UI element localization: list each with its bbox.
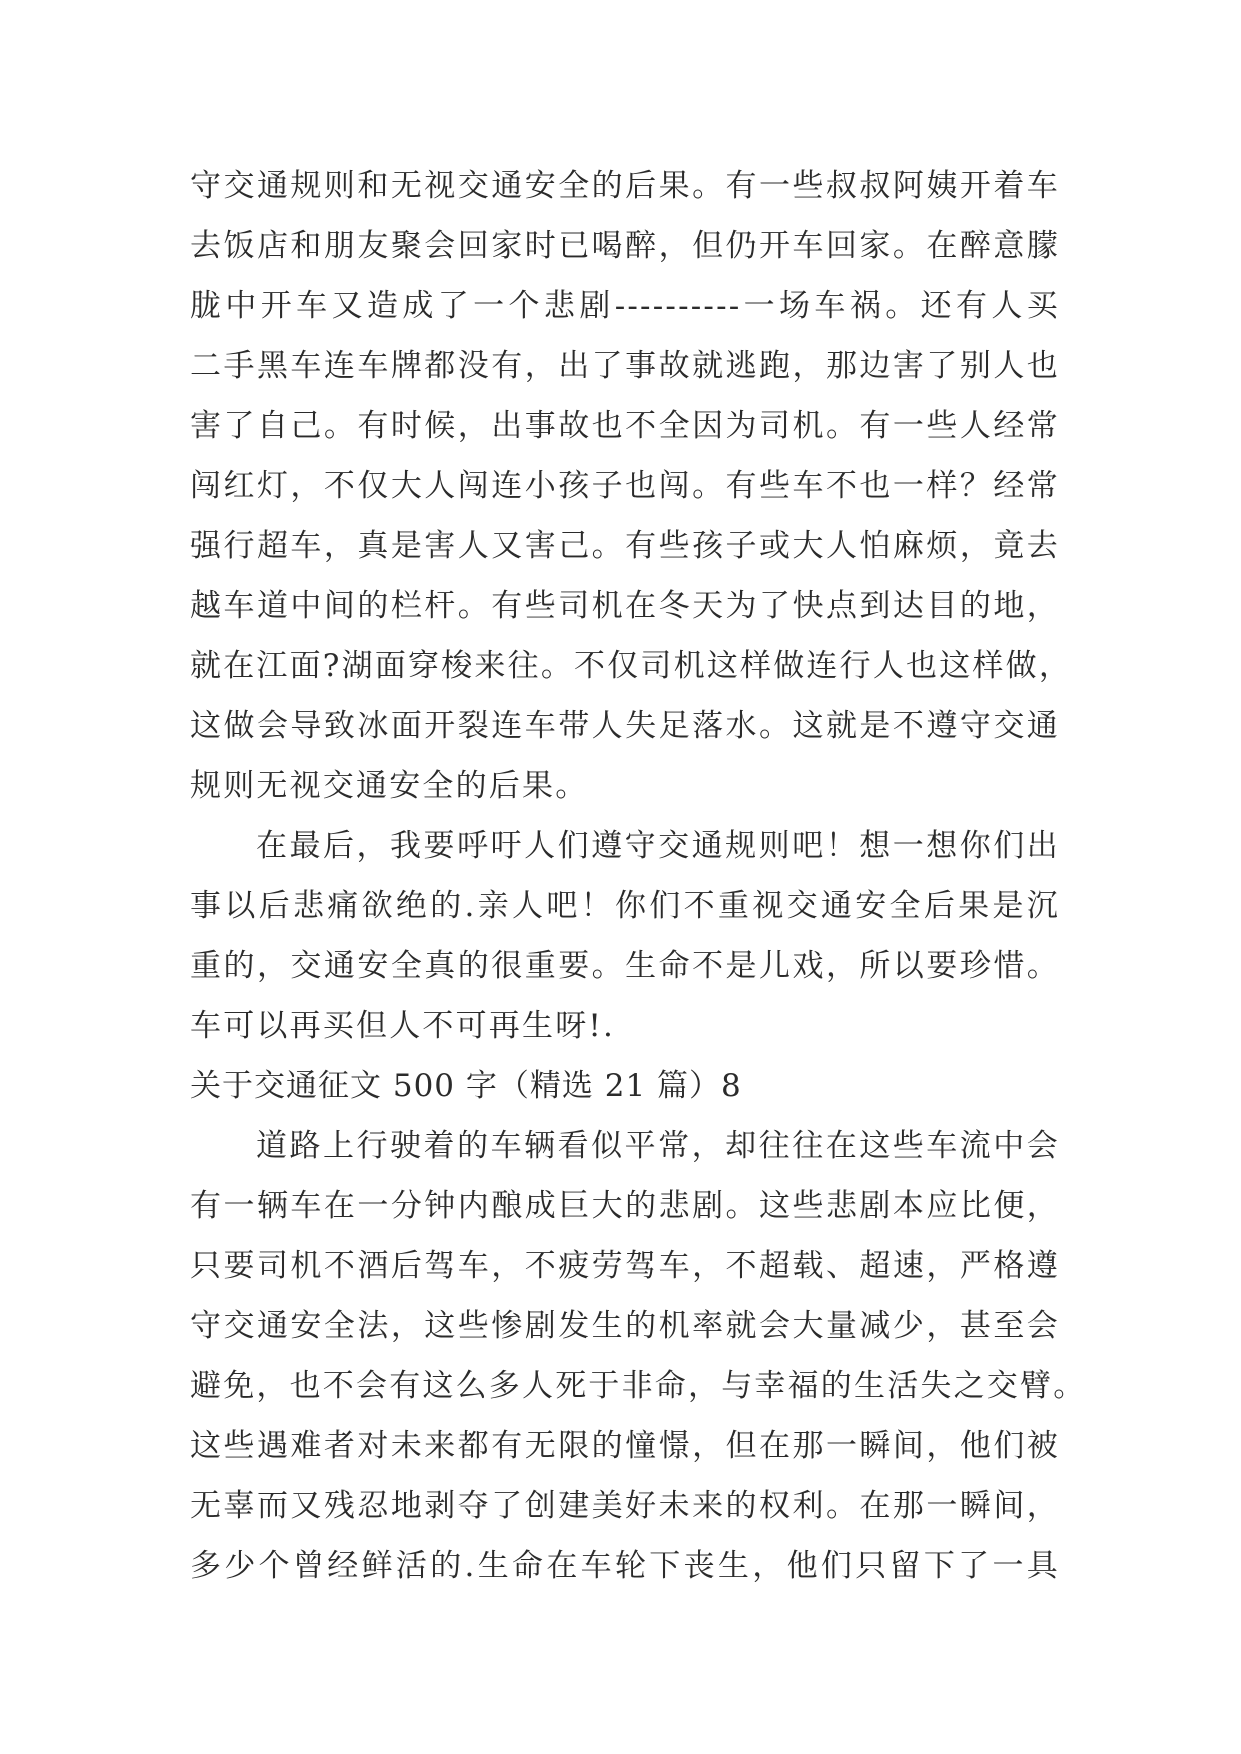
paragraph-line: 道路上行驶着的车辆看似平常，却往往在这些车流中会 (256, 1128, 1060, 1164)
paragraph-2 (190, 816, 1060, 1056)
paragraph-line: 无辜而又残忍地剥夺了创建美好未来的权利。在那一瞬间， (190, 1488, 1060, 1524)
document-body (190, 156, 1087, 1596)
paragraph-line: 多少个曾经鲜活的.生命在车轮下丧生，他们只留下了一具 (190, 1548, 1060, 1584)
paragraph-line: 只要司机不酒后驾车，不疲劳驾车，不超载、超速，严格遵 (190, 1248, 1060, 1284)
paragraph-line: 去饭店和朋友聚会回家时已喝醉，但仍开车回家。在醉意朦 (190, 228, 1060, 264)
paragraph-3 (190, 1116, 1087, 1596)
paragraph-line: 越车道中间的栏杆。有些司机在冬天为了快点到达目的地， (190, 588, 1060, 624)
paragraph-line: 在最后，我要呼吁人们遵守交通规则吧！想一想你们出 (256, 828, 1060, 864)
paragraph-line: 车可以再买但人不可再生呀!. (190, 1008, 616, 1044)
paragraph-line: 强行超车，真是害人又害己。有些孩子或大人怕麻烦，竟去 (190, 528, 1060, 564)
paragraph-line: 重的，交通安全真的很重要。生命不是儿戏，所以要珍惜。 (190, 948, 1060, 984)
paragraph-line: 闯红灯，不仅大人闯连小孩子也闯。有些车不也一样？经常 (190, 468, 1060, 504)
paragraph-line: 有一辆车在一分钟内酿成巨大的悲剧。这些悲剧本应比便， (190, 1188, 1060, 1224)
paragraph-line: 害了自己。有时候，出事故也不全因为司机。有一些人经常 (190, 408, 1060, 444)
paragraph-line: 守交通规则和无视交通安全的后果。有一些叔叔阿姨开着车 (190, 168, 1060, 204)
section-heading: 关于交通征文 500 字（精选 21 篇）8 (190, 1068, 742, 1104)
paragraph-line: 胧中开车又造成了一个悲剧----------一场车祸。还有人买 (190, 288, 1060, 324)
paragraph-line: 守交通安全法，这些惨剧发生的机率就会大量减少，甚至会 (190, 1308, 1060, 1344)
paragraph-line: 规则无视交通安全的后果。 (190, 768, 589, 804)
paragraph-line: 事以后悲痛欲绝的.亲人吧！你们不重视交通安全后果是沉 (190, 888, 1060, 924)
paragraph-line: 二手黑车连车牌都没有，出了事故就逃跑，那边害了别人也 (190, 348, 1060, 384)
paragraph-line: 就在江面?湖面穿梭来往。不仅司机这样做连行人也这样做， (190, 648, 1073, 684)
paragraph-line: 这做会导致冰面开裂连车带人失足落水。这就是不遵守交通 (190, 708, 1060, 744)
paragraph-line: 避免，也不会有这么多人死于非命，与幸福的生活失之交臂。 (190, 1368, 1087, 1404)
paragraph-line: 这些遇难者对未来都有无限的憧憬，但在那一瞬间，他们被 (190, 1428, 1060, 1464)
paragraph-1 (190, 156, 1073, 816)
